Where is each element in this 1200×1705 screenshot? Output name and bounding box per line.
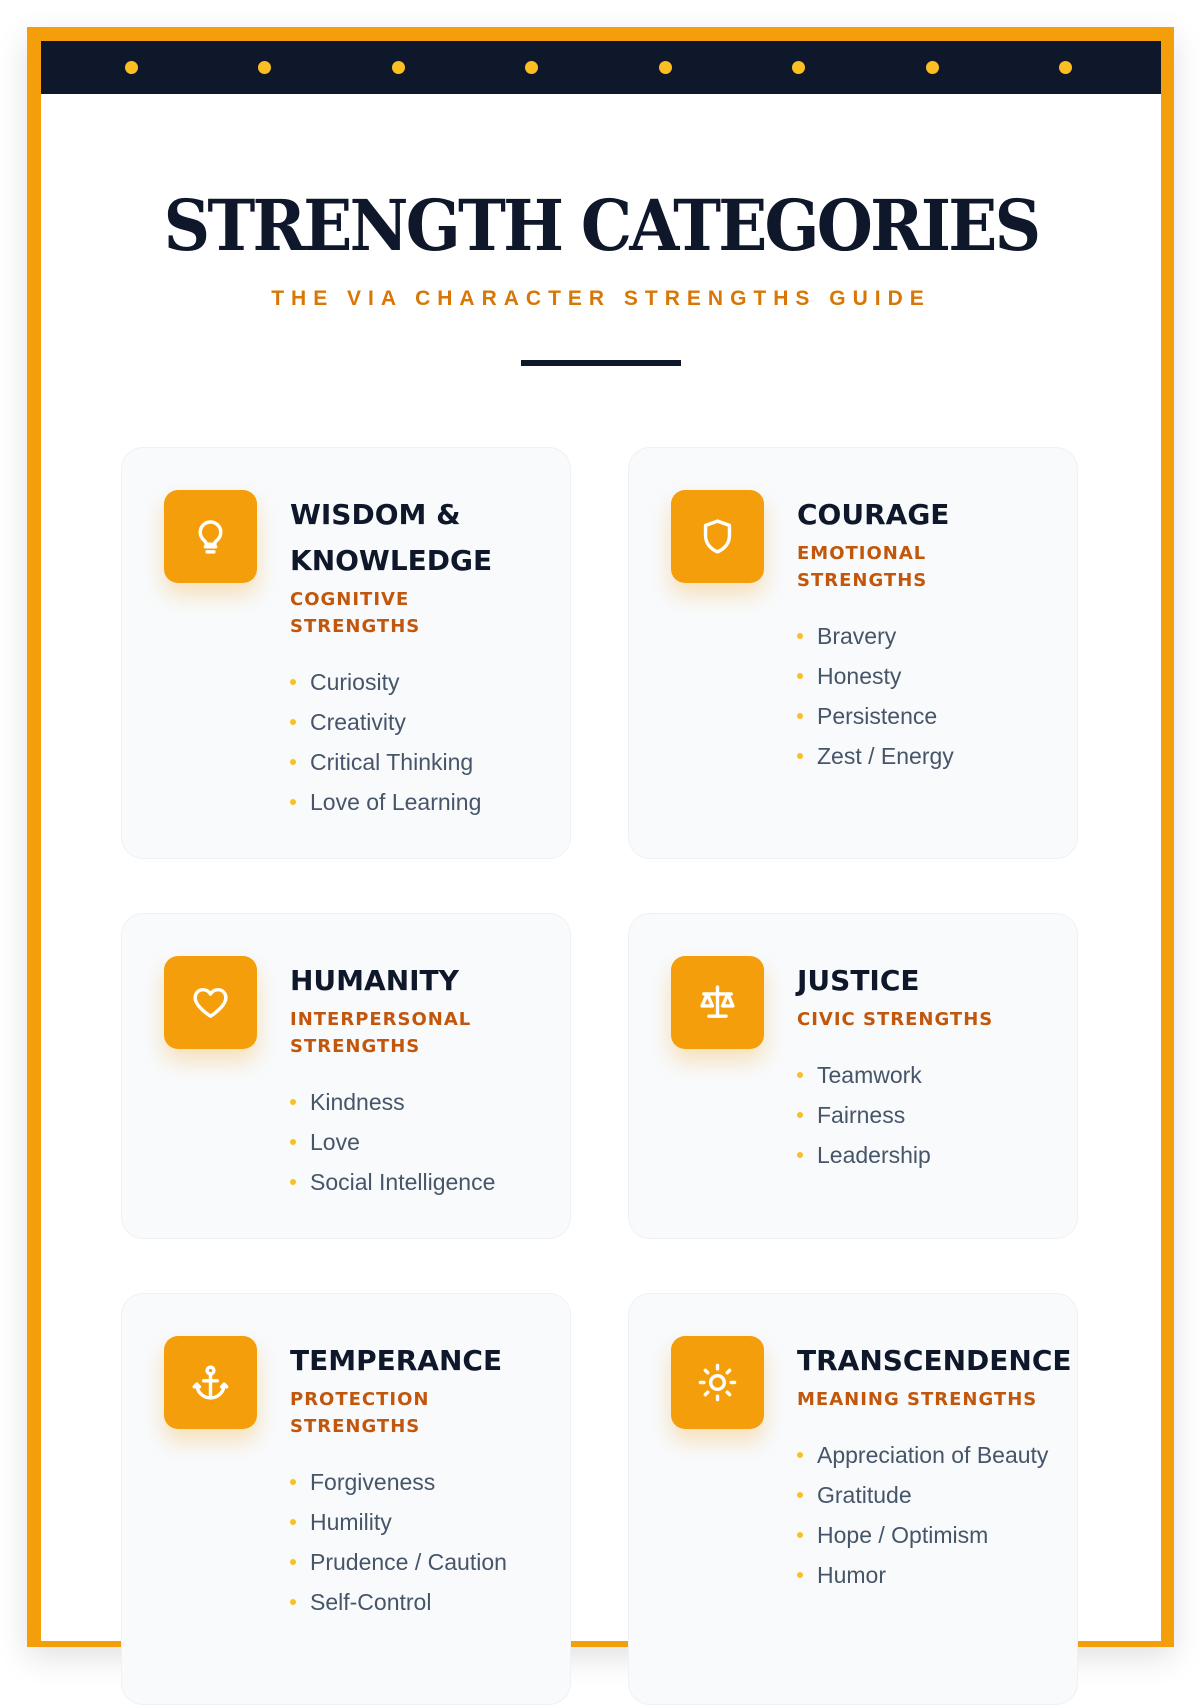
strength-list bbox=[290, 1082, 590, 1202]
bullet-dot bbox=[797, 1532, 803, 1538]
strength-list bbox=[797, 616, 1097, 776]
strength-list bbox=[797, 1055, 1097, 1175]
lightbulb-icon bbox=[190, 516, 231, 557]
strength-label: Critical Thinking bbox=[310, 749, 474, 775]
strength-list bbox=[797, 1435, 1097, 1595]
strength-label: Teamwork bbox=[817, 1062, 922, 1088]
strength-label: Love bbox=[310, 1129, 360, 1155]
category-subtitle: EMOTIONAL STRENGTHS bbox=[797, 543, 928, 591]
banner-dot bbox=[392, 61, 405, 74]
category-text bbox=[290, 492, 590, 822]
category-text bbox=[290, 958, 590, 1202]
bullet-dot bbox=[290, 1599, 296, 1605]
bullet-dot bbox=[797, 1072, 803, 1078]
scales-icon bbox=[697, 982, 738, 1023]
list-item bbox=[290, 1162, 590, 1202]
list-item bbox=[797, 656, 1097, 696]
strength-list bbox=[290, 662, 590, 822]
category-title: HUMANITY bbox=[290, 964, 459, 997]
strength-label: Humor bbox=[817, 1562, 887, 1588]
bullet-dot bbox=[290, 719, 296, 725]
list-item bbox=[290, 1122, 590, 1162]
strength-label: Self-Control bbox=[310, 1589, 432, 1615]
bullet-dot bbox=[290, 1519, 296, 1525]
category-title: TRANSCENDENCE bbox=[797, 1344, 1072, 1377]
strength-label: Humility bbox=[310, 1509, 392, 1535]
list-item bbox=[290, 1462, 590, 1502]
category-title: WISDOM & KNOWLEDGE bbox=[290, 498, 493, 577]
list-item bbox=[290, 742, 590, 782]
bullet-dot bbox=[290, 679, 296, 685]
category-card-courage bbox=[628, 447, 1078, 859]
strength-label: Gratitude bbox=[817, 1482, 912, 1508]
category-text bbox=[797, 958, 1097, 1175]
category-subtitle: INTERPERSONAL STRENGTHS bbox=[290, 1009, 472, 1057]
banner-dot bbox=[926, 61, 939, 74]
category-title: COURAGE bbox=[797, 498, 950, 531]
strength-label: Hope / Optimism bbox=[817, 1522, 989, 1548]
category-title: JUSTICE bbox=[797, 964, 920, 997]
category-card-justice bbox=[628, 913, 1078, 1239]
list-item bbox=[290, 1582, 590, 1622]
banner-dot bbox=[659, 61, 672, 74]
bullet-dot bbox=[290, 799, 296, 805]
list-item bbox=[797, 736, 1097, 776]
list-item bbox=[797, 1095, 1097, 1135]
strength-label: Zest / Energy bbox=[817, 743, 954, 769]
list-item bbox=[797, 1055, 1097, 1095]
title-divider bbox=[521, 360, 681, 366]
strength-label: Creativity bbox=[310, 709, 406, 735]
bullet-dot bbox=[797, 633, 803, 639]
bullet-dot bbox=[797, 713, 803, 719]
category-title: TEMPERANCE bbox=[290, 1344, 503, 1377]
strength-label: Honesty bbox=[817, 663, 902, 689]
category-text bbox=[290, 1338, 590, 1622]
banner-dot bbox=[525, 61, 538, 74]
category-subtitle: CIVIC STRENGTHS bbox=[797, 1009, 994, 1030]
bullet-dot bbox=[290, 1479, 296, 1485]
bullet-dot bbox=[797, 673, 803, 679]
strength-label: Social Intelligence bbox=[310, 1169, 496, 1195]
strength-label: Prudence / Caution bbox=[310, 1549, 507, 1575]
top-banner bbox=[41, 41, 1161, 94]
bullet-dot bbox=[797, 1452, 803, 1458]
bullet-dot bbox=[290, 1559, 296, 1565]
bullet-dot bbox=[290, 1099, 296, 1105]
shield-icon bbox=[697, 516, 738, 557]
bullet-dot bbox=[290, 759, 296, 765]
strength-label: Fairness bbox=[817, 1102, 906, 1128]
strength-label: Love of Learning bbox=[310, 789, 482, 815]
banner-dot bbox=[1059, 61, 1072, 74]
list-item bbox=[797, 1135, 1097, 1175]
list-item bbox=[797, 1435, 1097, 1475]
strength-label: Appreciation of Beauty bbox=[817, 1442, 1049, 1468]
bullet-dot bbox=[797, 1152, 803, 1158]
poster bbox=[41, 41, 1161, 1641]
strength-label: Bravery bbox=[817, 623, 897, 649]
category-card-transcendence bbox=[628, 1293, 1078, 1705]
category-text bbox=[797, 1338, 1097, 1595]
category-icon-box bbox=[671, 956, 764, 1049]
list-item bbox=[797, 1475, 1097, 1515]
strength-label: Leadership bbox=[817, 1142, 931, 1168]
category-icon-box bbox=[164, 490, 257, 583]
category-subtitle: MEANING STRENGTHS bbox=[797, 1389, 1038, 1410]
category-card-temperance bbox=[121, 1293, 571, 1705]
category-text bbox=[797, 492, 1097, 776]
list-item bbox=[290, 782, 590, 822]
bullet-dot bbox=[290, 1139, 296, 1145]
category-subtitle: PROTECTION STRENGTHS bbox=[290, 1389, 430, 1437]
list-item bbox=[797, 1515, 1097, 1555]
list-item bbox=[797, 616, 1097, 656]
list-item bbox=[290, 662, 590, 702]
list-item bbox=[290, 1502, 590, 1542]
anchor-icon bbox=[190, 1362, 231, 1403]
strength-label: Forgiveness bbox=[310, 1469, 436, 1495]
heart-icon bbox=[190, 982, 231, 1023]
sun-icon bbox=[697, 1362, 738, 1403]
page-title: STRENGTH CATEGORIES bbox=[163, 184, 1039, 267]
bullet-dot bbox=[797, 753, 803, 759]
banner-dot bbox=[258, 61, 271, 74]
category-card-wisdom bbox=[121, 447, 571, 859]
strength-label: Curiosity bbox=[310, 669, 400, 695]
bullet-dot bbox=[797, 1112, 803, 1118]
list-item bbox=[797, 696, 1097, 736]
category-subtitle: COGNITIVE STRENGTHS bbox=[290, 589, 421, 637]
page-subtitle: THE VIA CHARACTER STRENGTHS GUIDE bbox=[271, 287, 931, 310]
strength-label: Kindness bbox=[310, 1089, 405, 1115]
list-item bbox=[290, 702, 590, 742]
list-item bbox=[290, 1542, 590, 1582]
category-icon-box bbox=[671, 1336, 764, 1429]
bullet-dot bbox=[290, 1179, 296, 1185]
strength-list bbox=[290, 1462, 590, 1622]
category-icon-box bbox=[164, 1336, 257, 1429]
category-icon-box bbox=[164, 956, 257, 1049]
list-item bbox=[797, 1555, 1097, 1595]
bullet-dot bbox=[797, 1492, 803, 1498]
bullet-dot bbox=[797, 1572, 803, 1578]
banner-dot bbox=[792, 61, 805, 74]
banner-dot bbox=[125, 61, 138, 74]
strength-label: Persistence bbox=[817, 703, 938, 729]
category-icon-box bbox=[671, 490, 764, 583]
list-item bbox=[290, 1082, 590, 1122]
category-card-humanity bbox=[121, 913, 571, 1239]
